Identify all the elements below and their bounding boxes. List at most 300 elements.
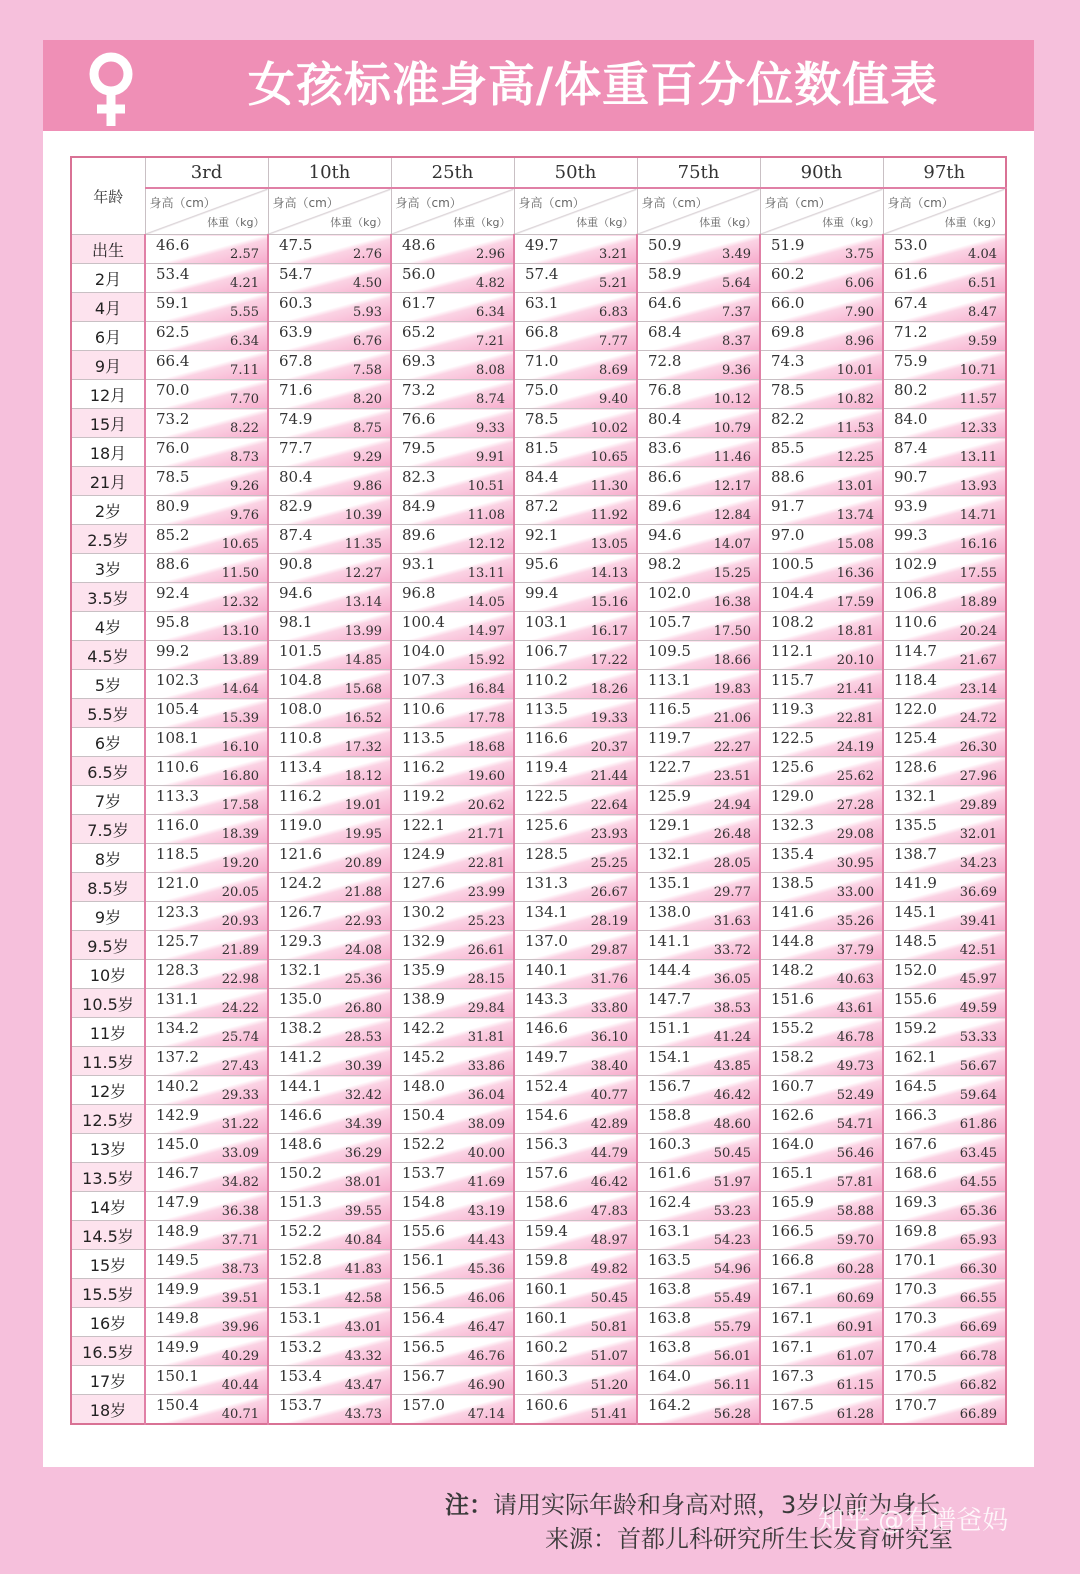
table-row [71, 264, 1006, 293]
percentile-header: 97th [883, 157, 1006, 188]
height-value: 87.4 [894, 439, 928, 457]
height-value: 105.7 [648, 613, 691, 631]
weight-value: 26.67 [590, 885, 628, 900]
value-cell [514, 873, 637, 902]
age-cell: 11岁 [71, 1018, 145, 1047]
weight-value: 10.51 [467, 479, 505, 494]
age-cell: 4.5岁 [71, 641, 145, 670]
value-cell [145, 583, 268, 612]
weight-value: 45.36 [467, 1262, 505, 1277]
height-value: 160.1 [525, 1309, 568, 1327]
value-cell [268, 1337, 391, 1366]
weight-value: 9.86 [353, 479, 382, 494]
weight-value: 48.97 [590, 1233, 628, 1248]
weight-value: 33.80 [590, 1001, 628, 1016]
height-value: 135.0 [279, 990, 322, 1008]
value-cell [883, 322, 1006, 351]
value-cell [760, 670, 883, 699]
age-cell: 7.5岁 [71, 815, 145, 844]
height-value: 152.4 [525, 1077, 568, 1095]
table-row [71, 1279, 1006, 1308]
weight-value: 10.65 [590, 450, 628, 465]
weight-value: 56.11 [713, 1378, 751, 1393]
height-value: 113.3 [156, 787, 199, 805]
value-cell [637, 1337, 760, 1366]
height-value: 97.0 [771, 526, 805, 544]
height-value: 78.5 [771, 381, 805, 399]
height-value: 160.2 [525, 1338, 568, 1356]
weight-value: 39.51 [221, 1291, 259, 1306]
value-cell [514, 467, 637, 496]
value-cell [514, 931, 637, 960]
weight-value: 20.89 [344, 856, 382, 871]
weight-value: 21.88 [344, 885, 382, 900]
value-cell [145, 380, 268, 409]
value-cell [268, 1018, 391, 1047]
value-cell [391, 351, 514, 380]
weight-value: 22.98 [221, 972, 259, 987]
weight-value: 48.60 [713, 1117, 751, 1132]
weight-value: 23.93 [590, 827, 628, 842]
value-cell [391, 902, 514, 931]
weight-value: 13.11 [467, 566, 505, 581]
value-cell [883, 815, 1006, 844]
value-cell [268, 960, 391, 989]
value-cell [514, 960, 637, 989]
weight-value: 43.01 [344, 1320, 382, 1335]
percentile-header-row [71, 157, 1006, 188]
weight-value: 8.08 [476, 363, 505, 378]
height-value: 163.8 [648, 1309, 691, 1327]
height-value: 104.8 [279, 671, 322, 689]
weight-value: 13.10 [221, 624, 259, 639]
height-value: 49.7 [525, 236, 559, 254]
table-row [71, 612, 1006, 641]
weight-value: 2.57 [230, 247, 259, 262]
height-unit-label: 身高（cm） [272, 196, 339, 210]
weight-value: 51.07 [590, 1349, 628, 1364]
value-cell [883, 757, 1006, 786]
value-cell [391, 1308, 514, 1337]
weight-value: 14.05 [467, 595, 505, 610]
weight-value: 11.08 [467, 508, 505, 523]
height-value: 119.3 [771, 700, 814, 718]
value-cell [637, 815, 760, 844]
weight-value: 56.46 [836, 1146, 874, 1161]
weight-value: 46.90 [467, 1378, 505, 1393]
weight-value: 20.10 [836, 653, 874, 668]
value-cell [637, 612, 760, 641]
height-value: 167.5 [771, 1396, 814, 1414]
height-value: 169.8 [894, 1222, 937, 1240]
value-cell [514, 264, 637, 293]
value-cell [883, 496, 1006, 525]
value-cell [145, 1221, 268, 1250]
value-cell [268, 554, 391, 583]
height-value: 146.7 [156, 1164, 199, 1182]
weight-value: 36.05 [713, 972, 751, 987]
weight-value: 7.70 [230, 392, 259, 407]
page-title: 女孩标准身高/体重百分位数值表 [247, 58, 939, 113]
table-body [71, 235, 1006, 1425]
value-cell [637, 351, 760, 380]
weight-value: 16.16 [959, 537, 997, 552]
value-cell [391, 583, 514, 612]
value-cell [514, 1337, 637, 1366]
height-value: 162.4 [648, 1193, 691, 1211]
weight-value: 43.85 [713, 1059, 751, 1074]
weight-value: 10.01 [836, 363, 874, 378]
value-cell [760, 583, 883, 612]
value-cell [268, 612, 391, 641]
weight-value: 45.97 [959, 972, 997, 987]
weight-value: 54.96 [713, 1262, 751, 1277]
value-cell [760, 1018, 883, 1047]
weight-value: 25.25 [590, 856, 628, 871]
weight-value: 14.85 [344, 653, 382, 668]
weight-value: 11.30 [590, 479, 628, 494]
height-value: 100.4 [402, 613, 445, 631]
value-cell [391, 1250, 514, 1279]
height-value: 82.3 [402, 468, 436, 486]
value-cell [883, 1250, 1006, 1279]
weight-value: 6.34 [476, 305, 505, 320]
weight-value: 18.89 [959, 595, 997, 610]
percentile-header: 50th [514, 157, 637, 188]
value-cell [145, 757, 268, 786]
height-value: 126.7 [279, 903, 322, 921]
weight-value: 12.84 [713, 508, 751, 523]
value-cell [760, 960, 883, 989]
value-cell [145, 815, 268, 844]
height-value: 118.4 [894, 671, 937, 689]
height-value: 50.9 [648, 236, 682, 254]
weight-value: 20.05 [221, 885, 259, 900]
height-value: 106.7 [525, 642, 568, 660]
age-cell: 12岁 [71, 1076, 145, 1105]
height-value: 130.2 [402, 903, 445, 921]
height-value: 147.7 [648, 990, 691, 1008]
weight-value: 19.33 [590, 711, 628, 726]
value-cell [514, 351, 637, 380]
weight-value: 36.10 [590, 1030, 628, 1045]
height-value: 155.6 [402, 1222, 445, 1240]
weight-value: 7.90 [845, 305, 874, 320]
weight-value: 9.29 [353, 450, 382, 465]
weight-value: 29.08 [836, 827, 874, 842]
age-cell: 9岁 [71, 902, 145, 931]
age-cell: 10岁 [71, 960, 145, 989]
value-cell [514, 293, 637, 322]
height-value: 155.6 [894, 990, 937, 1008]
height-value: 95.6 [525, 555, 559, 573]
weight-value: 8.96 [845, 334, 874, 349]
value-cell [391, 1105, 514, 1134]
value-cell [145, 467, 268, 496]
weight-unit-label: 体重（kg） [822, 216, 880, 229]
value-cell [883, 612, 1006, 641]
value-cell [637, 1308, 760, 1337]
weight-value: 11.46 [713, 450, 751, 465]
value-cell [145, 1279, 268, 1308]
weight-value: 4.82 [476, 276, 505, 291]
table-row [71, 467, 1006, 496]
value-cell [883, 525, 1006, 554]
height-value: 128.3 [156, 961, 199, 979]
weight-value: 17.32 [344, 740, 382, 755]
table-row [71, 728, 1006, 757]
weight-value: 25.74 [221, 1030, 259, 1045]
value-cell [514, 786, 637, 815]
weight-value: 21.06 [713, 711, 751, 726]
weight-value: 31.63 [713, 914, 751, 929]
height-value: 79.5 [402, 439, 436, 457]
value-cell [391, 409, 514, 438]
value-cell [637, 1221, 760, 1250]
value-cell [637, 960, 760, 989]
value-cell [760, 1105, 883, 1134]
height-value: 92.4 [156, 584, 190, 602]
value-cell [760, 1163, 883, 1192]
height-value: 156.7 [402, 1367, 445, 1385]
height-value: 73.2 [402, 381, 436, 399]
value-cell [637, 873, 760, 902]
weight-value: 16.38 [713, 595, 751, 610]
height-value: 64.6 [648, 294, 682, 312]
unit-header-row [71, 188, 1006, 235]
height-value: 85.5 [771, 439, 805, 457]
value-cell [760, 264, 883, 293]
height-value: 149.9 [156, 1338, 199, 1356]
weight-value: 16.52 [344, 711, 382, 726]
height-value: 113.4 [279, 758, 322, 776]
height-unit-label: 身高（cm） [149, 196, 216, 210]
weight-value: 39.41 [959, 914, 997, 929]
height-value: 152.8 [279, 1251, 322, 1269]
value-cell [883, 467, 1006, 496]
height-value: 89.6 [648, 497, 682, 515]
weight-unit-label: 体重（kg） [576, 216, 634, 229]
weight-value: 50.45 [713, 1146, 751, 1161]
weight-value: 11.53 [836, 421, 874, 436]
value-cell [637, 496, 760, 525]
value-cell [883, 786, 1006, 815]
weight-value: 26.30 [959, 740, 997, 755]
height-value: 141.6 [771, 903, 814, 921]
height-value: 105.4 [156, 700, 199, 718]
height-value: 90.8 [279, 555, 313, 573]
value-cell [268, 1366, 391, 1395]
height-value: 163.8 [648, 1338, 691, 1356]
age-cell: 出生 [71, 235, 145, 264]
height-value: 59.1 [156, 294, 190, 312]
height-value: 148.5 [894, 932, 937, 950]
height-value: 169.3 [894, 1193, 937, 1211]
height-value: 166.3 [894, 1106, 937, 1124]
weight-value: 60.69 [836, 1291, 874, 1306]
weight-value: 54.71 [836, 1117, 874, 1132]
height-value: 71.0 [525, 352, 559, 370]
height-value: 170.4 [894, 1338, 937, 1356]
value-cell [883, 699, 1006, 728]
weight-value: 15.08 [836, 537, 874, 552]
value-cell [268, 728, 391, 757]
value-cell [268, 1192, 391, 1221]
value-cell [637, 380, 760, 409]
height-value: 116.2 [402, 758, 445, 776]
height-value: 145.0 [156, 1135, 199, 1153]
height-value: 48.6 [402, 236, 436, 254]
value-cell [268, 1076, 391, 1105]
table-row [71, 583, 1006, 612]
value-cell [637, 1192, 760, 1221]
value-cell [883, 1221, 1006, 1250]
weight-value: 17.78 [467, 711, 505, 726]
height-value: 167.3 [771, 1367, 814, 1385]
weight-value: 12.12 [467, 537, 505, 552]
footnote-text: 请用实际年龄和身高对照，3岁以前为身长 [493, 1491, 941, 1519]
value-cell [637, 409, 760, 438]
weight-unit-label: 体重（kg） [944, 216, 1002, 229]
height-value: 90.7 [894, 468, 928, 486]
value-cell [268, 1105, 391, 1134]
value-cell [391, 1134, 514, 1163]
value-cell [514, 554, 637, 583]
table-row [71, 1192, 1006, 1221]
height-value: 152.0 [894, 961, 937, 979]
value-cell [268, 641, 391, 670]
height-value: 84.4 [525, 468, 559, 486]
value-cell [268, 670, 391, 699]
value-cell [883, 960, 1006, 989]
value-cell [268, 525, 391, 554]
value-cell [637, 1250, 760, 1279]
weight-value: 38.09 [467, 1117, 505, 1132]
weight-value: 14.07 [713, 537, 751, 552]
height-value: 86.6 [648, 468, 682, 486]
height-value: 46.6 [156, 236, 190, 254]
table-row [71, 1395, 1006, 1425]
weight-value: 3.21 [599, 247, 628, 262]
height-value: 104.4 [771, 584, 814, 602]
height-value: 132.3 [771, 816, 814, 834]
weight-value: 16.17 [590, 624, 628, 639]
value-cell [760, 728, 883, 757]
weight-value: 4.50 [353, 276, 382, 291]
height-value: 82.2 [771, 410, 805, 428]
age-cell: 6.5岁 [71, 757, 145, 786]
value-cell [760, 496, 883, 525]
weight-value: 6.34 [230, 334, 259, 349]
value-cell [391, 757, 514, 786]
height-value: 58.9 [648, 265, 682, 283]
weight-value: 40.77 [590, 1088, 628, 1103]
weight-value: 36.04 [467, 1088, 505, 1103]
value-cell [637, 293, 760, 322]
value-cell [637, 1076, 760, 1105]
value-cell [637, 264, 760, 293]
value-cell [145, 1076, 268, 1105]
weight-value: 31.81 [467, 1030, 505, 1045]
height-value: 160.1 [525, 1280, 568, 1298]
height-value: 67.8 [279, 352, 313, 370]
table-row [71, 786, 1006, 815]
height-value: 89.6 [402, 526, 436, 544]
weight-value: 66.69 [959, 1320, 997, 1335]
weight-value: 59.64 [959, 1088, 997, 1103]
height-value: 160.7 [771, 1077, 814, 1095]
value-cell [391, 844, 514, 873]
height-value: 168.6 [894, 1164, 937, 1182]
height-value: 66.8 [525, 323, 559, 341]
height-value: 94.6 [648, 526, 682, 544]
value-cell [760, 1047, 883, 1076]
value-cell [268, 496, 391, 525]
value-cell [637, 989, 760, 1018]
weight-value: 19.01 [344, 798, 382, 813]
weight-value: 10.39 [344, 508, 382, 523]
value-cell [391, 1163, 514, 1192]
height-value: 61.7 [402, 294, 436, 312]
height-value: 119.2 [402, 787, 445, 805]
height-value: 110.6 [156, 758, 199, 776]
height-value: 138.0 [648, 903, 691, 921]
table-row [71, 931, 1006, 960]
weight-value: 28.05 [713, 856, 751, 871]
height-value: 122.7 [648, 758, 691, 776]
weight-value: 60.91 [836, 1320, 874, 1335]
value-cell [145, 960, 268, 989]
weight-value: 40.84 [344, 1233, 382, 1248]
value-cell [637, 583, 760, 612]
height-value: 128.5 [525, 845, 568, 863]
height-value: 162.6 [771, 1106, 814, 1124]
age-cell: 12月 [71, 380, 145, 409]
value-cell [514, 1395, 637, 1425]
height-value: 145.2 [402, 1048, 445, 1066]
value-cell [760, 902, 883, 931]
table-row [71, 496, 1006, 525]
value-cell [145, 612, 268, 641]
height-value: 164.5 [894, 1077, 937, 1095]
weight-value: 19.83 [713, 682, 751, 697]
table-row [71, 1337, 1006, 1366]
weight-value: 8.73 [230, 450, 259, 465]
value-cell [514, 757, 637, 786]
height-value: 68.4 [648, 323, 682, 341]
weight-value: 18.68 [467, 740, 505, 755]
height-value: 150.4 [402, 1106, 445, 1124]
table-row [71, 902, 1006, 931]
value-cell [145, 844, 268, 873]
height-value: 154.1 [648, 1048, 691, 1066]
height-value: 149.8 [156, 1309, 199, 1327]
age-cell: 15岁 [71, 1250, 145, 1279]
value-cell [514, 641, 637, 670]
weight-value: 12.33 [959, 421, 997, 436]
height-value: 153.1 [279, 1309, 322, 1327]
height-value: 164.0 [648, 1367, 691, 1385]
value-cell [637, 1395, 760, 1425]
watermark: 知乎 @有谱爸妈 [818, 1506, 1009, 1536]
weight-value: 16.80 [221, 769, 259, 784]
value-cell [883, 583, 1006, 612]
age-cell: 12.5岁 [71, 1105, 145, 1134]
weight-value: 27.96 [959, 769, 997, 784]
height-value: 72.8 [648, 352, 682, 370]
weight-value: 63.45 [959, 1146, 997, 1161]
weight-value: 50.45 [590, 1291, 628, 1306]
